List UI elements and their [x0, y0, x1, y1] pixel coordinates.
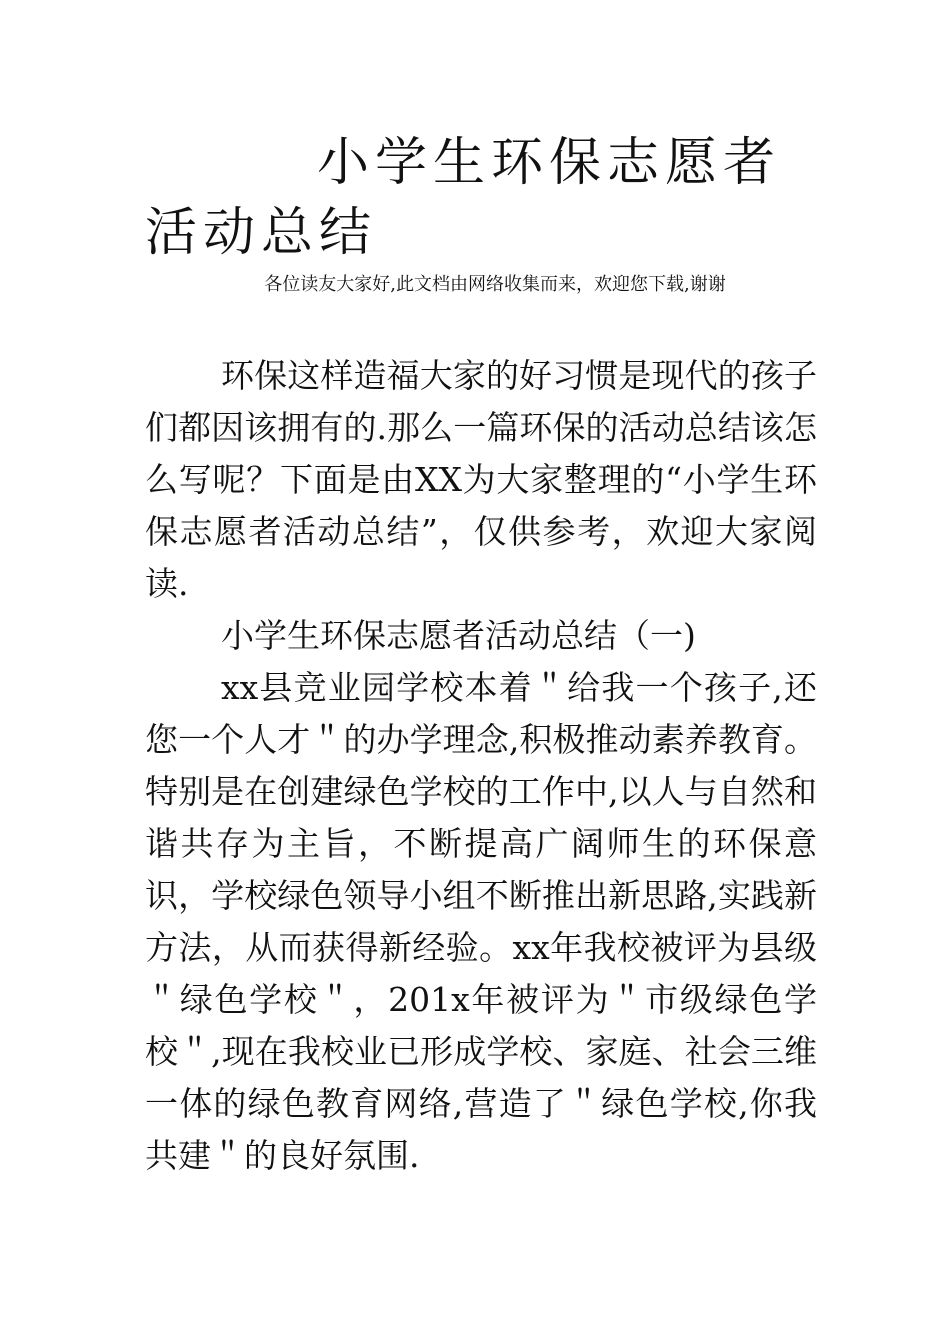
section-heading: 小学生环保志愿者活动总结（一) [221, 616, 696, 655]
paragraph-intro: 环保这样造福大家的好习惯是现代的孩子们都因该拥有的.那么一篇环保的活动总结该怎么写呢？下面是由XX为大家整理的“小学生环保志愿者活动总结”，仅供参考，欢迎大家阅读. [145, 356, 817, 603]
document-title: 小学生环保志愿者活动总结 [145, 133, 782, 263]
download-notice: 各位读友大家好,此文档由网络收集而来，欢迎您下载,谢谢 [264, 274, 726, 295]
document-body [145, 350, 817, 1182]
paragraph-main: xx县竞业园学校本着＂给我一个孩子,还您一个人才＂的办学理念,积极推动素养教育。特别是在创建绿色学校的工作中,以人与自然和谐共存为主旨，不断提高广阔师生的环保意识，学校绿色领导小组不断推出新思路,实践新方法，从而获得新经验。xx年我校被评为县级＂绿色学校＂，201x年被评为＂市级绿色学校＂,现在我校业已形成学校、家庭、社会三维一体的绿色教育网络,营造了＂绿色学校,你我共建＂的良好氛围. [145, 668, 817, 1175]
